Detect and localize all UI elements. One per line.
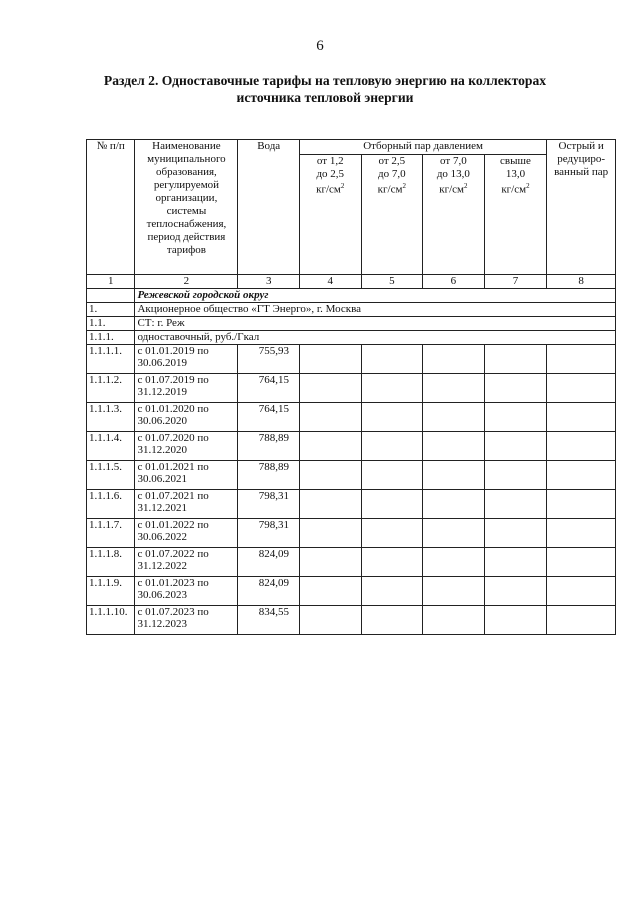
system-row	[87, 316, 616, 330]
row-pressure-2	[361, 402, 423, 431]
row-period: с 01.07.2021 по 31.12.2021	[135, 489, 238, 518]
row-pressure-2	[361, 460, 423, 489]
tariff-type-name: одноставочный, руб./Гкал	[135, 330, 616, 344]
col-number: 2	[135, 275, 238, 289]
row-pressure-1	[299, 576, 361, 605]
row-pressure-1	[299, 402, 361, 431]
tariff-rows	[87, 344, 616, 634]
header-num: № п/п	[87, 140, 135, 275]
row-period: с 01.01.2021 по 30.06.2021	[135, 460, 238, 489]
row-sharp-steam	[547, 605, 616, 634]
organization-row	[87, 302, 616, 316]
header-steam-group: Отборный пар давлением	[299, 140, 546, 155]
row-pressure-2	[361, 431, 423, 460]
row-water: 755,93	[238, 344, 300, 373]
section-title-line-1: Раздел 2. Одноставочные тарифы на тепловую энергию на коллекторах	[103, 73, 547, 88]
row-pressure-4	[484, 547, 547, 576]
row-num: 1.1.1.10.	[87, 605, 135, 634]
row-period: с 01.07.2020 по 31.12.2020	[135, 431, 238, 460]
row-pressure-4	[484, 344, 547, 373]
region-row	[87, 288, 616, 302]
row-num: 1.1.1.8.	[87, 547, 135, 576]
row-sharp-steam	[547, 344, 616, 373]
row-pressure-2	[361, 344, 423, 373]
row-period: с 01.07.2019 по 31.12.2019	[135, 373, 238, 402]
row-water: 798,31	[238, 518, 300, 547]
table-row	[87, 431, 616, 460]
tariff-type-num: 1.1.1.	[87, 330, 135, 344]
system-num: 1.1.	[87, 316, 135, 330]
header-sharp-steam: Острый и редуциро-ванный пар	[547, 140, 616, 275]
col-number: 4	[299, 275, 361, 289]
table-row	[87, 518, 616, 547]
row-water: 798,31	[238, 489, 300, 518]
row-pressure-3	[423, 344, 485, 373]
row-water: 824,09	[238, 576, 300, 605]
page-number: 6	[316, 38, 324, 54]
row-pressure-1	[299, 518, 361, 547]
row-num: 1.1.1.9.	[87, 576, 135, 605]
tariff-table	[86, 139, 616, 635]
row-pressure-2	[361, 518, 423, 547]
row-pressure-2	[361, 547, 423, 576]
row-period: с 01.01.2022 по 30.06.2022	[135, 518, 238, 547]
row-pressure-4	[484, 576, 547, 605]
row-pressure-3	[423, 576, 485, 605]
row-pressure-3	[423, 547, 485, 576]
row-num: 1.1.1.3.	[87, 402, 135, 431]
row-pressure-1	[299, 373, 361, 402]
system-name: СТ: г. Реж	[135, 316, 616, 330]
header-pressure-4: свыше 13,0 $кг/см^2$	[484, 155, 547, 275]
row-pressure-1	[299, 489, 361, 518]
row-water: 788,89	[238, 431, 300, 460]
row-num: 1.1.1.4.	[87, 431, 135, 460]
row-pressure-1	[299, 431, 361, 460]
row-pressure-2	[361, 489, 423, 518]
row-sharp-steam	[547, 518, 616, 547]
col-number: 8	[547, 275, 616, 289]
row-pressure-4	[484, 605, 547, 634]
row-pressure-4	[484, 518, 547, 547]
row-sharp-steam	[547, 547, 616, 576]
col-number: 7	[484, 275, 547, 289]
row-pressure-1	[299, 344, 361, 373]
row-num: 1.1.1.1.	[87, 344, 135, 373]
row-pressure-1	[299, 460, 361, 489]
row-sharp-steam	[547, 373, 616, 402]
row-pressure-2	[361, 373, 423, 402]
organization-num: 1.	[87, 302, 135, 316]
region-name: Режевской городской округ	[135, 288, 616, 302]
row-water: 788,89	[238, 460, 300, 489]
col-number: 5	[361, 275, 423, 289]
tariff-type-row	[87, 330, 616, 344]
row-water: 824,09	[238, 547, 300, 576]
row-pressure-4	[484, 431, 547, 460]
row-num: 1.1.1.2.	[87, 373, 135, 402]
section-title	[60, 72, 590, 106]
row-pressure-4	[484, 373, 547, 402]
col-number: 1	[87, 275, 135, 289]
row-num: 1.1.1.5.	[87, 460, 135, 489]
row-pressure-3	[423, 402, 485, 431]
row-pressure-4	[484, 460, 547, 489]
row-sharp-steam	[547, 402, 616, 431]
row-num: 1.1.1.6.	[87, 489, 135, 518]
header-pressure-2: от 2,5 до 7,0 $кг/см^2$	[361, 155, 423, 275]
col-number: 3	[238, 275, 300, 289]
row-pressure-1	[299, 605, 361, 634]
header-row	[87, 140, 616, 155]
col-number: 6	[423, 275, 485, 289]
row-period: с 01.07.2023 по 31.12.2023	[135, 605, 238, 634]
header-pressure-3: от 7,0 до 13,0 $кг/см^2$	[423, 155, 485, 275]
row-water: 764,15	[238, 402, 300, 431]
row-pressure-3	[423, 373, 485, 402]
row-sharp-steam	[547, 576, 616, 605]
row-pressure-3	[423, 460, 485, 489]
organization-name: Акционерное общество «ГТ Энерго», г. Москва	[135, 302, 616, 316]
section-title-line-2: источника тепловой энергии	[236, 90, 414, 105]
row-pressure-4	[484, 489, 547, 518]
column-number-row	[87, 275, 616, 289]
row-pressure-2	[361, 605, 423, 634]
table-row	[87, 576, 616, 605]
row-pressure-3	[423, 605, 485, 634]
table-row	[87, 344, 616, 373]
row-period: с 01.07.2022 по 31.12.2022	[135, 547, 238, 576]
table-row	[87, 402, 616, 431]
row-period: с 01.01.2020 по 30.06.2020	[135, 402, 238, 431]
row-water: 834,55	[238, 605, 300, 634]
table-row	[87, 460, 616, 489]
header-name: Наименование муниципального образования, регулируемой организации, системы теплоснабжения, период действия тарифов	[135, 140, 238, 275]
row-sharp-steam	[547, 460, 616, 489]
row-sharp-steam	[547, 489, 616, 518]
row-num: 1.1.1.7.	[87, 518, 135, 547]
row-water: 764,15	[238, 373, 300, 402]
row-period: с 01.01.2019 по 30.06.2019	[135, 344, 238, 373]
row-pressure-1	[299, 547, 361, 576]
table-row	[87, 373, 616, 402]
row-period: с 01.01.2023 по 30.06.2023	[135, 576, 238, 605]
table-row	[87, 489, 616, 518]
row-pressure-3	[423, 518, 485, 547]
header-pressure-1: от 1,2 до 2,5 $кг/см^2$	[299, 155, 361, 275]
table-row	[87, 547, 616, 576]
row-pressure-3	[423, 431, 485, 460]
header-water: Вода	[238, 140, 300, 275]
table-row	[87, 605, 616, 634]
row-pressure-4	[484, 402, 547, 431]
row-pressure-2	[361, 576, 423, 605]
row-sharp-steam	[547, 431, 616, 460]
row-pressure-3	[423, 489, 485, 518]
